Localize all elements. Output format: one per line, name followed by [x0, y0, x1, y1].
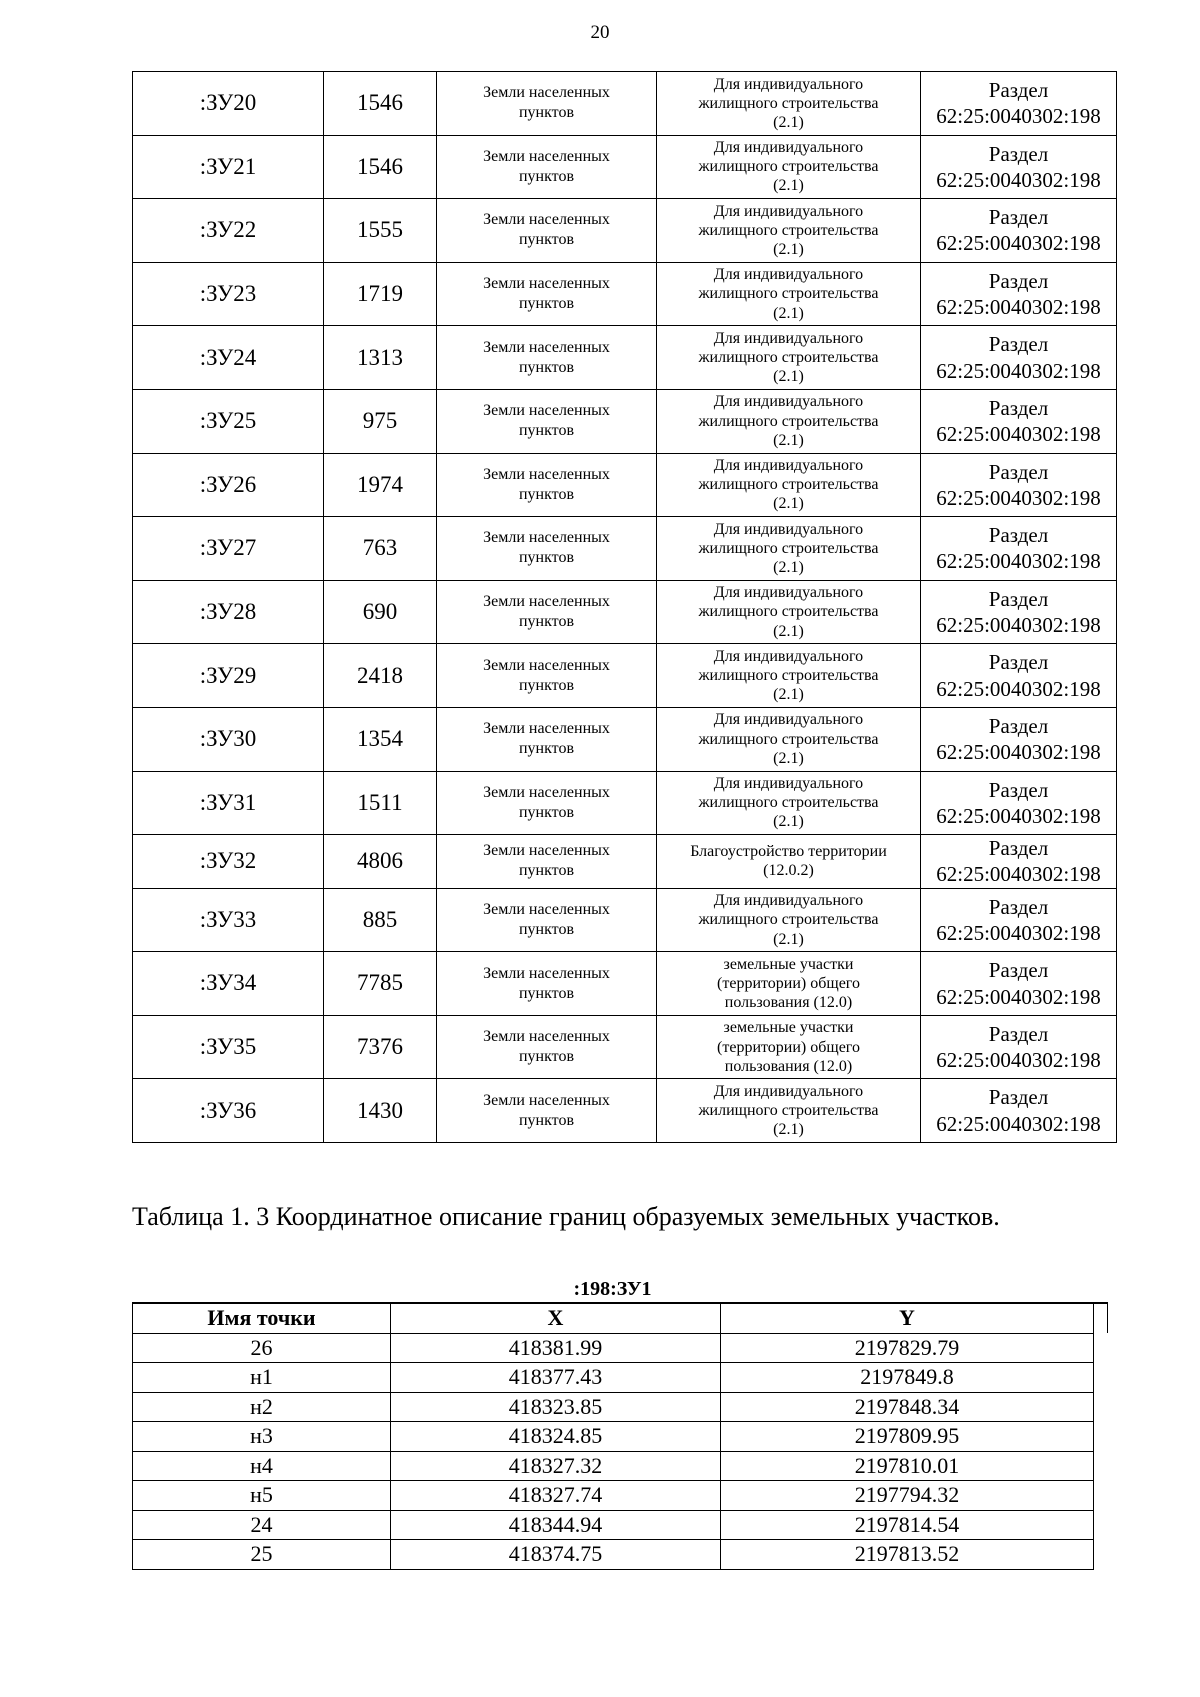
point-name-cell: 26: [133, 1333, 391, 1363]
land-category-cell: [437, 262, 657, 326]
permitted-use-cell-line: жилищного строительства: [698, 349, 879, 367]
land-category-cell-line: Земли населенных: [483, 402, 610, 420]
coord-row: [133, 1540, 1108, 1570]
table-row: [133, 135, 1117, 199]
source-cell-line: 62:25:0040302:198: [936, 295, 1101, 320]
land-category-cell-line: пунктов: [518, 613, 575, 631]
source-cell-line: 62:25:0040302:198: [936, 862, 1101, 887]
land-category-cell-line: пунктов: [518, 422, 575, 440]
permitted-use-cell-line: жилищного строительства: [698, 794, 879, 812]
source-cell-line: Раздел: [988, 836, 1049, 861]
table-row: [133, 389, 1117, 453]
parcel-id-cell: :ЗУ28: [133, 580, 324, 644]
x-coordinate-cell: 418377.43: [391, 1363, 721, 1393]
permitted-use-cell: [657, 835, 921, 889]
land-category-cell-line: пунктов: [518, 862, 575, 880]
permitted-use-cell-line: (2.1): [773, 304, 804, 322]
parcel-id-cell: :ЗУ20: [133, 72, 324, 136]
parcel-area-cell: 4806: [324, 835, 437, 889]
parcel-area-cell: 1430: [324, 1079, 437, 1143]
parcel-area-cell: 690: [324, 580, 437, 644]
permitted-use-cell-line: жилищного строительства: [698, 412, 879, 430]
source-cell: [921, 453, 1117, 517]
y-coordinate-cell: 2197849.8: [721, 1363, 1094, 1393]
source-cell-line: 62:25:0040302:198: [936, 920, 1101, 945]
source-cell: [921, 580, 1117, 644]
table-row: [133, 888, 1117, 952]
permitted-use-cell: [657, 326, 921, 390]
source-cell-line: Раздел: [988, 958, 1049, 983]
land-category-cell-line: пунктов: [518, 1048, 575, 1066]
source-cell: [921, 1015, 1117, 1079]
source-cell-line: 62:25:0040302:198: [936, 231, 1101, 256]
land-category-cell: [437, 771, 657, 835]
table-row: [133, 952, 1117, 1016]
source-cell: [921, 952, 1117, 1016]
land-category-cell-line: пунктов: [518, 984, 575, 1002]
permitted-use-cell-line: (2.1): [773, 495, 804, 513]
x-coordinate-cell: 418327.32: [391, 1451, 721, 1481]
permitted-use-cell-line: (2.1): [773, 241, 804, 259]
x-coordinate-cell: 418323.85: [391, 1392, 721, 1422]
permitted-use-cell: [657, 771, 921, 835]
parcel-area-cell: 7376: [324, 1015, 437, 1079]
source-cell-line: 62:25:0040302:198: [936, 676, 1101, 701]
y-coordinate-cell: 2197794.32: [721, 1481, 1094, 1511]
x-coordinate-cell: 418327.74: [391, 1481, 721, 1511]
parcel-area-cell: 763: [324, 517, 437, 581]
land-category-cell-line: Земли населенных: [483, 1091, 610, 1109]
land-category-cell: [437, 1015, 657, 1079]
point-name-cell: 24: [133, 1510, 391, 1540]
source-cell-line: 62:25:0040302:198: [936, 422, 1101, 447]
x-coordinate-cell: 418374.75: [391, 1540, 721, 1570]
coord-row: [133, 1333, 1108, 1363]
permitted-use-cell: [657, 453, 921, 517]
permitted-use-cell-line: жилищного строительства: [698, 1102, 879, 1120]
source-cell-line: Раздел: [988, 268, 1049, 293]
permitted-use-cell-line: земельные участки: [723, 1019, 854, 1037]
parcel-id-cell: :ЗУ21: [133, 135, 324, 199]
column-header-y: Y: [721, 1303, 1094, 1333]
permitted-use-cell-line: Для индивидуального: [713, 892, 864, 910]
source-cell-line: Раздел: [988, 586, 1049, 611]
permitted-use-cell-line: Благоустройство территории: [690, 843, 887, 861]
parcel-id-cell: :ЗУ23: [133, 262, 324, 326]
point-name-cell: н1: [133, 1363, 391, 1393]
source-cell: [921, 326, 1117, 390]
permitted-use-cell: [657, 644, 921, 708]
parcel-id-cell: :ЗУ29: [133, 644, 324, 708]
y-coordinate-cell: 2197813.52: [721, 1540, 1094, 1570]
permitted-use-cell-line: (2.1): [773, 930, 804, 948]
coord-row: [133, 1392, 1108, 1422]
source-cell-line: Раздел: [988, 78, 1049, 103]
parcel-area-cell: 885: [324, 888, 437, 952]
permitted-use-cell-line: жилищного строительства: [698, 221, 879, 239]
x-coordinate-cell: 418381.99: [391, 1333, 721, 1363]
source-cell-line: 62:25:0040302:198: [936, 549, 1101, 574]
table-row: [133, 262, 1117, 326]
table-row: [133, 835, 1117, 889]
permitted-use-cell: [657, 135, 921, 199]
permitted-use-cell-line: пользования (12.0): [724, 1057, 853, 1075]
land-category-cell-line: пунктов: [518, 167, 575, 185]
permitted-use-cell-line: жилищного строительства: [698, 603, 879, 621]
land-category-cell-line: Земли населенных: [483, 465, 610, 483]
parcel-id-cell: :ЗУ30: [133, 707, 324, 771]
land-category-cell: [437, 326, 657, 390]
land-category-cell: [437, 888, 657, 952]
source-cell-line: Раздел: [988, 713, 1049, 738]
permitted-use-cell-line: Для индивидуального: [713, 520, 864, 538]
parcel-area-cell: 1555: [324, 199, 437, 263]
permitted-use-cell-line: пользования (12.0): [724, 994, 853, 1012]
parcel-area-cell: 1546: [324, 135, 437, 199]
land-category-cell-line: Земли населенных: [483, 593, 610, 611]
source-cell-line: Раздел: [988, 777, 1049, 802]
permitted-use-cell-line: жилищного строительства: [698, 94, 879, 112]
source-cell: [921, 199, 1117, 263]
permitted-use-cell-line: жилищного строительства: [698, 730, 879, 748]
y-coordinate-cell: 2197814.54: [721, 1510, 1094, 1540]
page-number: 20: [590, 22, 610, 43]
land-category-cell-line: Земли населенных: [483, 211, 610, 229]
permitted-use-cell: [657, 952, 921, 1016]
source-cell-line: 62:25:0040302:198: [936, 167, 1101, 192]
permitted-use-cell: [657, 1015, 921, 1079]
land-category-cell: [437, 644, 657, 708]
parcel-id-cell: :ЗУ34: [133, 952, 324, 1016]
permitted-use-cell: [657, 72, 921, 136]
source-cell: [921, 644, 1117, 708]
land-category-cell: [437, 952, 657, 1016]
source-cell-line: Раздел: [988, 523, 1049, 548]
source-cell-line: 62:25:0040302:198: [936, 358, 1101, 383]
land-category-cell: [437, 135, 657, 199]
land-category-cell-line: пунктов: [518, 803, 575, 821]
permitted-use-cell-line: (2.1): [773, 559, 804, 577]
source-cell: [921, 262, 1117, 326]
source-cell-line: 62:25:0040302:198: [936, 803, 1101, 828]
coord-row: [133, 1422, 1108, 1452]
parcel-id-cell: :ЗУ26: [133, 453, 324, 517]
permitted-use-cell-line: Для индивидуального: [713, 457, 864, 475]
land-category-cell: [437, 72, 657, 136]
permitted-use-cell-line: Для индивидуального: [713, 1082, 864, 1100]
source-cell: [921, 1079, 1117, 1143]
land-category-cell-line: пунктов: [518, 920, 575, 938]
permitted-use-cell: [657, 888, 921, 952]
land-category-cell-line: пунктов: [518, 485, 575, 503]
permitted-use-cell-line: (12.0.2): [763, 862, 814, 880]
table-row: [133, 707, 1117, 771]
permitted-use-cell-line: жилищного строительства: [698, 667, 879, 685]
land-category-cell: [437, 580, 657, 644]
table-row: [133, 644, 1117, 708]
parcel-id-cell: :ЗУ25: [133, 389, 324, 453]
source-cell-line: 62:25:0040302:198: [936, 613, 1101, 638]
point-name-cell: н3: [133, 1422, 391, 1452]
coordinates-table: [132, 1302, 1108, 1570]
source-cell-line: 62:25:0040302:198: [936, 104, 1101, 129]
permitted-use-cell-line: Для индивидуального: [713, 202, 864, 220]
coord-row: [133, 1363, 1108, 1393]
permitted-use-cell-line: (2.1): [773, 622, 804, 640]
source-cell-line: Раздел: [988, 396, 1049, 421]
permitted-use-cell: [657, 517, 921, 581]
source-cell: [921, 72, 1117, 136]
source-cell: [921, 389, 1117, 453]
source-cell: [921, 517, 1117, 581]
parcel-area-cell: 1511: [324, 771, 437, 835]
land-category-cell: [437, 199, 657, 263]
parcel-id-cell: :ЗУ27: [133, 517, 324, 581]
source-cell: [921, 888, 1117, 952]
permitted-use-cell-line: (2.1): [773, 813, 804, 831]
permitted-use-cell-line: жилищного строительства: [698, 539, 879, 557]
y-coordinate-cell: 2197829.79: [721, 1333, 1094, 1363]
land-category-cell-line: пунктов: [518, 231, 575, 249]
permitted-use-cell-line: Для индивидуального: [713, 139, 864, 157]
source-cell-line: Раздел: [988, 1021, 1049, 1046]
table-row: [133, 326, 1117, 390]
land-category-cell: [437, 453, 657, 517]
source-cell-line: Раздел: [988, 332, 1049, 357]
table-row: [133, 1015, 1117, 1079]
permitted-use-cell-line: земельные участки: [723, 955, 854, 973]
permitted-use-cell-line: Для индивидуального: [713, 329, 864, 347]
permitted-use-cell-line: (2.1): [773, 686, 804, 704]
parcel-area-cell: 1313: [324, 326, 437, 390]
land-category-cell-line: Земли населенных: [483, 84, 610, 102]
source-cell-line: 62:25:0040302:198: [936, 1048, 1101, 1073]
land-category-cell-line: пунктов: [518, 295, 575, 313]
source-cell-line: Раздел: [988, 650, 1049, 675]
source-cell-line: 62:25:0040302:198: [936, 1111, 1101, 1136]
parcel-id-cell: :ЗУ31: [133, 771, 324, 835]
permitted-use-cell-line: (2.1): [773, 113, 804, 131]
coord-header-row: [133, 1303, 1108, 1333]
parcel-id-cell: :ЗУ24: [133, 326, 324, 390]
source-cell: [921, 835, 1117, 889]
parcel-id-cell: :ЗУ22: [133, 199, 324, 263]
source-cell-line: Раздел: [988, 894, 1049, 919]
land-category-cell-line: Земли населенных: [483, 1028, 610, 1046]
table-row: [133, 199, 1117, 263]
source-cell-line: Раздел: [988, 1085, 1049, 1110]
land-category-cell: [437, 835, 657, 889]
parcels-table: [132, 71, 1117, 1143]
table-row: [133, 580, 1117, 644]
parcel-area-cell: 1354: [324, 707, 437, 771]
permitted-use-cell-line: Для индивидуального: [713, 647, 864, 665]
land-category-cell-line: пунктов: [518, 1111, 575, 1129]
parcel-area-cell: 1546: [324, 72, 437, 136]
table-row: [133, 517, 1117, 581]
point-name-cell: н4: [133, 1451, 391, 1481]
permitted-use-cell-line: (2.1): [773, 368, 804, 386]
x-coordinate-cell: 418324.85: [391, 1422, 721, 1452]
land-category-cell-line: пунктов: [518, 104, 575, 122]
permitted-use-cell-line: (2.1): [773, 431, 804, 449]
permitted-use-cell-line: жилищного строительства: [698, 158, 879, 176]
source-cell-line: 62:25:0040302:198: [936, 984, 1101, 1009]
permitted-use-cell-line: жилищного строительства: [698, 285, 879, 303]
table-row: [133, 771, 1117, 835]
land-category-cell-line: Земли населенных: [483, 147, 610, 165]
land-category-cell-line: Земли населенных: [483, 275, 610, 293]
permitted-use-cell: [657, 199, 921, 263]
parcel-id-cell: :ЗУ32: [133, 835, 324, 889]
land-category-cell: [437, 517, 657, 581]
permitted-use-cell-line: Для индивидуального: [713, 711, 864, 729]
permitted-use-cell-line: (территории) общего: [717, 974, 860, 992]
land-category-cell-line: Земли населенных: [483, 529, 610, 547]
source-cell-line: Раздел: [988, 205, 1049, 230]
permitted-use-cell: [657, 707, 921, 771]
land-category-cell-line: пунктов: [518, 740, 575, 758]
parcel-area-cell: 7785: [324, 952, 437, 1016]
parcel-area-cell: 2418: [324, 644, 437, 708]
table-row: [133, 1079, 1117, 1143]
land-category-cell-line: Земли населенных: [483, 720, 610, 738]
permitted-use-cell-line: жилищного строительства: [698, 476, 879, 494]
permitted-use-cell-line: Для индивидуального: [713, 266, 864, 284]
coord-row: [133, 1451, 1108, 1481]
land-category-cell-line: пунктов: [518, 358, 575, 376]
permitted-use-cell: [657, 389, 921, 453]
column-header-x: X: [391, 1303, 721, 1333]
land-category-cell: [437, 1079, 657, 1143]
land-category-cell-line: Земли населенных: [483, 842, 610, 860]
point-name-cell: н2: [133, 1392, 391, 1422]
parcel-id-cell: :ЗУ33: [133, 888, 324, 952]
permitted-use-cell-line: (2.1): [773, 1121, 804, 1139]
source-cell-line: 62:25:0040302:198: [936, 485, 1101, 510]
land-category-cell-line: Земли населенных: [483, 783, 610, 801]
permitted-use-cell: [657, 1079, 921, 1143]
point-name-cell: 25: [133, 1540, 391, 1570]
permitted-use-cell-line: (территории) общего: [717, 1038, 860, 1056]
land-category-cell-line: Земли населенных: [483, 964, 610, 982]
column-header-point-name: Имя точки: [133, 1303, 391, 1333]
point-name-cell: н5: [133, 1481, 391, 1511]
land-category-cell-line: Земли населенных: [483, 338, 610, 356]
permitted-use-cell: [657, 580, 921, 644]
y-coordinate-cell: 2197810.01: [721, 1451, 1094, 1481]
parcel-area-cell: 1974: [324, 453, 437, 517]
source-cell-line: 62:25:0040302:198: [936, 740, 1101, 765]
coord-row: [133, 1481, 1108, 1511]
table-row: [133, 453, 1117, 517]
source-cell: [921, 135, 1117, 199]
source-cell: [921, 707, 1117, 771]
parcel-area-cell: 1719: [324, 262, 437, 326]
permitted-use-cell-line: Для индивидуального: [713, 775, 864, 793]
source-cell: [921, 771, 1117, 835]
permitted-use-cell-line: Для индивидуального: [713, 393, 864, 411]
parcel-id-cell: :ЗУ36: [133, 1079, 324, 1143]
table-caption: Таблица 1. 3 Координатное описание границ образуемых земельных участков.: [132, 1202, 1000, 1231]
parcel-area-cell: 975: [324, 389, 437, 453]
permitted-use-cell-line: (2.1): [773, 749, 804, 767]
source-cell-line: Раздел: [988, 459, 1049, 484]
land-category-cell: [437, 389, 657, 453]
x-coordinate-cell: 418344.94: [391, 1510, 721, 1540]
coord-table-title: :198:ЗУ1: [573, 1278, 652, 1300]
land-category-cell-line: пунктов: [518, 676, 575, 694]
permitted-use-cell-line: (2.1): [773, 177, 804, 195]
parcel-id-cell: :ЗУ35: [133, 1015, 324, 1079]
permitted-use-cell-line: жилищного строительства: [698, 911, 879, 929]
land-category-cell-line: Земли населенных: [483, 656, 610, 674]
land-category-cell: [437, 707, 657, 771]
permitted-use-cell-line: Для индивидуального: [713, 584, 864, 602]
y-coordinate-cell: 2197848.34: [721, 1392, 1094, 1422]
coord-row: [133, 1510, 1108, 1540]
permitted-use-cell-line: Для индивидуального: [713, 75, 864, 93]
y-coordinate-cell: 2197809.95: [721, 1422, 1094, 1452]
table-row: [133, 72, 1117, 136]
land-category-cell-line: пунктов: [518, 549, 575, 567]
permitted-use-cell: [657, 262, 921, 326]
land-category-cell-line: Земли населенных: [483, 900, 610, 918]
source-cell-line: Раздел: [988, 141, 1049, 166]
